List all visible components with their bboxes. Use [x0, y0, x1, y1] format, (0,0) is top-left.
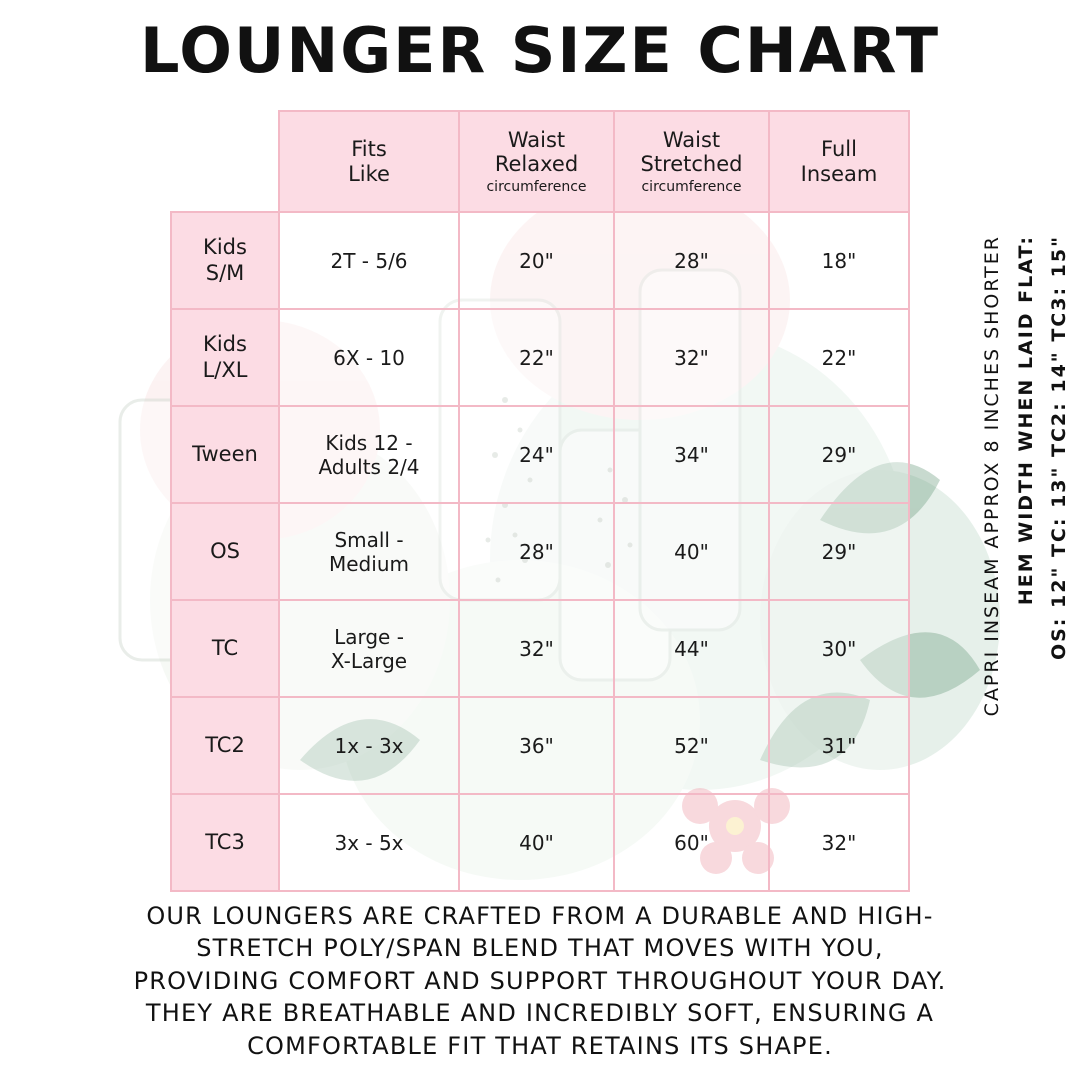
row-size-line1: TC: [211, 635, 239, 660]
cell-waist-relaxed: 32": [459, 600, 614, 697]
row-size-line2: S/M: [205, 260, 245, 285]
column-header-sub: circumference: [486, 178, 587, 195]
row-header-size: [171, 212, 279, 309]
column-header-line2: Relaxed: [494, 152, 579, 177]
cell-line1: 6X - 10: [333, 345, 405, 370]
row-header-size: [171, 697, 279, 794]
row-size-line1: Kids: [203, 235, 247, 260]
cell-full-inseam: 32": [769, 794, 909, 891]
table-header: [171, 111, 909, 212]
cell-waist-stretched: 40": [614, 503, 769, 600]
table-row: [171, 503, 909, 600]
cell-fits-like: [279, 600, 459, 697]
table-row: [171, 600, 909, 697]
cell-fits-like: [279, 794, 459, 891]
row-header-size: [171, 794, 279, 891]
table-body: [171, 212, 909, 891]
cell-line1: Large -: [334, 624, 404, 649]
row-size-line1: TC2: [205, 732, 245, 757]
column-header-line1: Fits: [351, 137, 387, 162]
side-notes: [981, 235, 1072, 835]
table-row: [171, 212, 909, 309]
column-header-line2: Inseam: [800, 161, 878, 186]
cell-line1: Small -: [334, 527, 404, 552]
cell-fits-like: [279, 212, 459, 309]
cell-full-inseam: 18": [769, 212, 909, 309]
hem-width-values-group: [1048, 235, 1072, 660]
row-size-line1: TC3: [205, 829, 245, 854]
row-header-size: [171, 503, 279, 600]
page-title: LOUNGER SIZE CHART: [139, 14, 941, 87]
cell-waist-stretched: 44": [614, 600, 769, 697]
note-hem-width-title: HEM WIDTH WHEN LAID FLAT:: [1014, 235, 1037, 606]
row-size-line1: Tween: [192, 441, 258, 466]
table-header-row: [171, 111, 909, 212]
column-header-sub: circumference: [641, 178, 742, 195]
column-header-waist-relaxed: [459, 111, 614, 212]
table-row: [171, 406, 909, 503]
row-size-line2: L/XL: [202, 357, 248, 382]
cell-line1: 1x - 3x: [334, 733, 404, 758]
cell-waist-stretched: 52": [614, 697, 769, 794]
cell-waist-relaxed: 20": [459, 212, 614, 309]
cell-line1: Kids 12 -: [325, 430, 413, 455]
cell-waist-relaxed: 24": [459, 406, 614, 503]
row-size-line1: Kids: [203, 332, 247, 357]
row-header-size: [171, 406, 279, 503]
column-header-full-inseam: [769, 111, 909, 212]
cell-fits-like: [279, 697, 459, 794]
footer-line-1: OUR LOUNGERS ARE CRAFTED FROM A DURABLE AND HIGH-: [146, 902, 934, 930]
cell-waist-stretched: 34": [614, 406, 769, 503]
column-header-line1: Waist: [662, 128, 721, 153]
column-header-line2: Like: [348, 161, 390, 186]
cell-line1: 2T - 5/6: [330, 248, 408, 273]
cell-line2: Adults 2/4: [318, 454, 420, 479]
cell-fits-like: [279, 406, 459, 503]
column-header-line1: Full: [821, 137, 857, 162]
cell-line2: Medium: [329, 551, 409, 576]
row-header-size: [171, 600, 279, 697]
table-row: [171, 309, 909, 406]
cell-waist-relaxed: 22": [459, 309, 614, 406]
column-header-line2: Stretched: [640, 152, 743, 177]
footer-line-3: PROVIDING COMFORT AND SUPPORT THROUGHOUT YOUR DAY.: [133, 966, 947, 995]
cell-waist-stretched: 32": [614, 309, 769, 406]
footer-description: [60, 900, 1020, 1062]
cell-waist-relaxed: 28": [459, 503, 614, 600]
cell-waist-stretched: 60": [614, 794, 769, 891]
row-header-size: [171, 309, 279, 406]
row-size-line1: OS: [210, 538, 240, 563]
cell-full-inseam: 31": [769, 697, 909, 794]
column-header-fits-like: [279, 111, 459, 212]
footer-line-4: THEY ARE BREATHABLE AND INCREDIBLY SOFT, ENSURING A: [145, 999, 935, 1028]
column-header-line1: Waist: [507, 128, 566, 153]
cell-waist-relaxed: 36": [459, 697, 614, 794]
corner-cell: [171, 111, 279, 212]
footer-line-2: STRETCH POLY/SPAN BLEND THAT MOVES WITH YOU,: [196, 934, 884, 963]
cell-line1: 3x - 5x: [334, 830, 404, 855]
note-capri-inseam: CAPRI INSEAM APPROX 8 INCHES SHORTER: [980, 235, 1003, 717]
cell-full-inseam: 29": [769, 406, 909, 503]
cell-full-inseam: 30": [769, 600, 909, 697]
cell-full-inseam: 22": [769, 309, 909, 406]
cell-full-inseam: 29": [769, 503, 909, 600]
table-row: [171, 794, 909, 891]
table-row: [171, 697, 909, 794]
cell-fits-like: [279, 503, 459, 600]
size-chart-table: [170, 110, 910, 892]
footer-line-5: COMFORTABLE FIT THAT RETAINS ITS SHAPE.: [247, 1031, 833, 1060]
hem-width-note-group: [1015, 235, 1039, 605]
cell-line2: X-Large: [330, 648, 408, 673]
cell-waist-relaxed: 40": [459, 794, 614, 891]
note-hem-width-values: OS: 12" TC: 13" TC2: 14" TC3: 15": [1048, 235, 1071, 661]
column-header-waist-stretched: [614, 111, 769, 212]
cell-waist-stretched: 28": [614, 212, 769, 309]
cell-fits-like: [279, 309, 459, 406]
